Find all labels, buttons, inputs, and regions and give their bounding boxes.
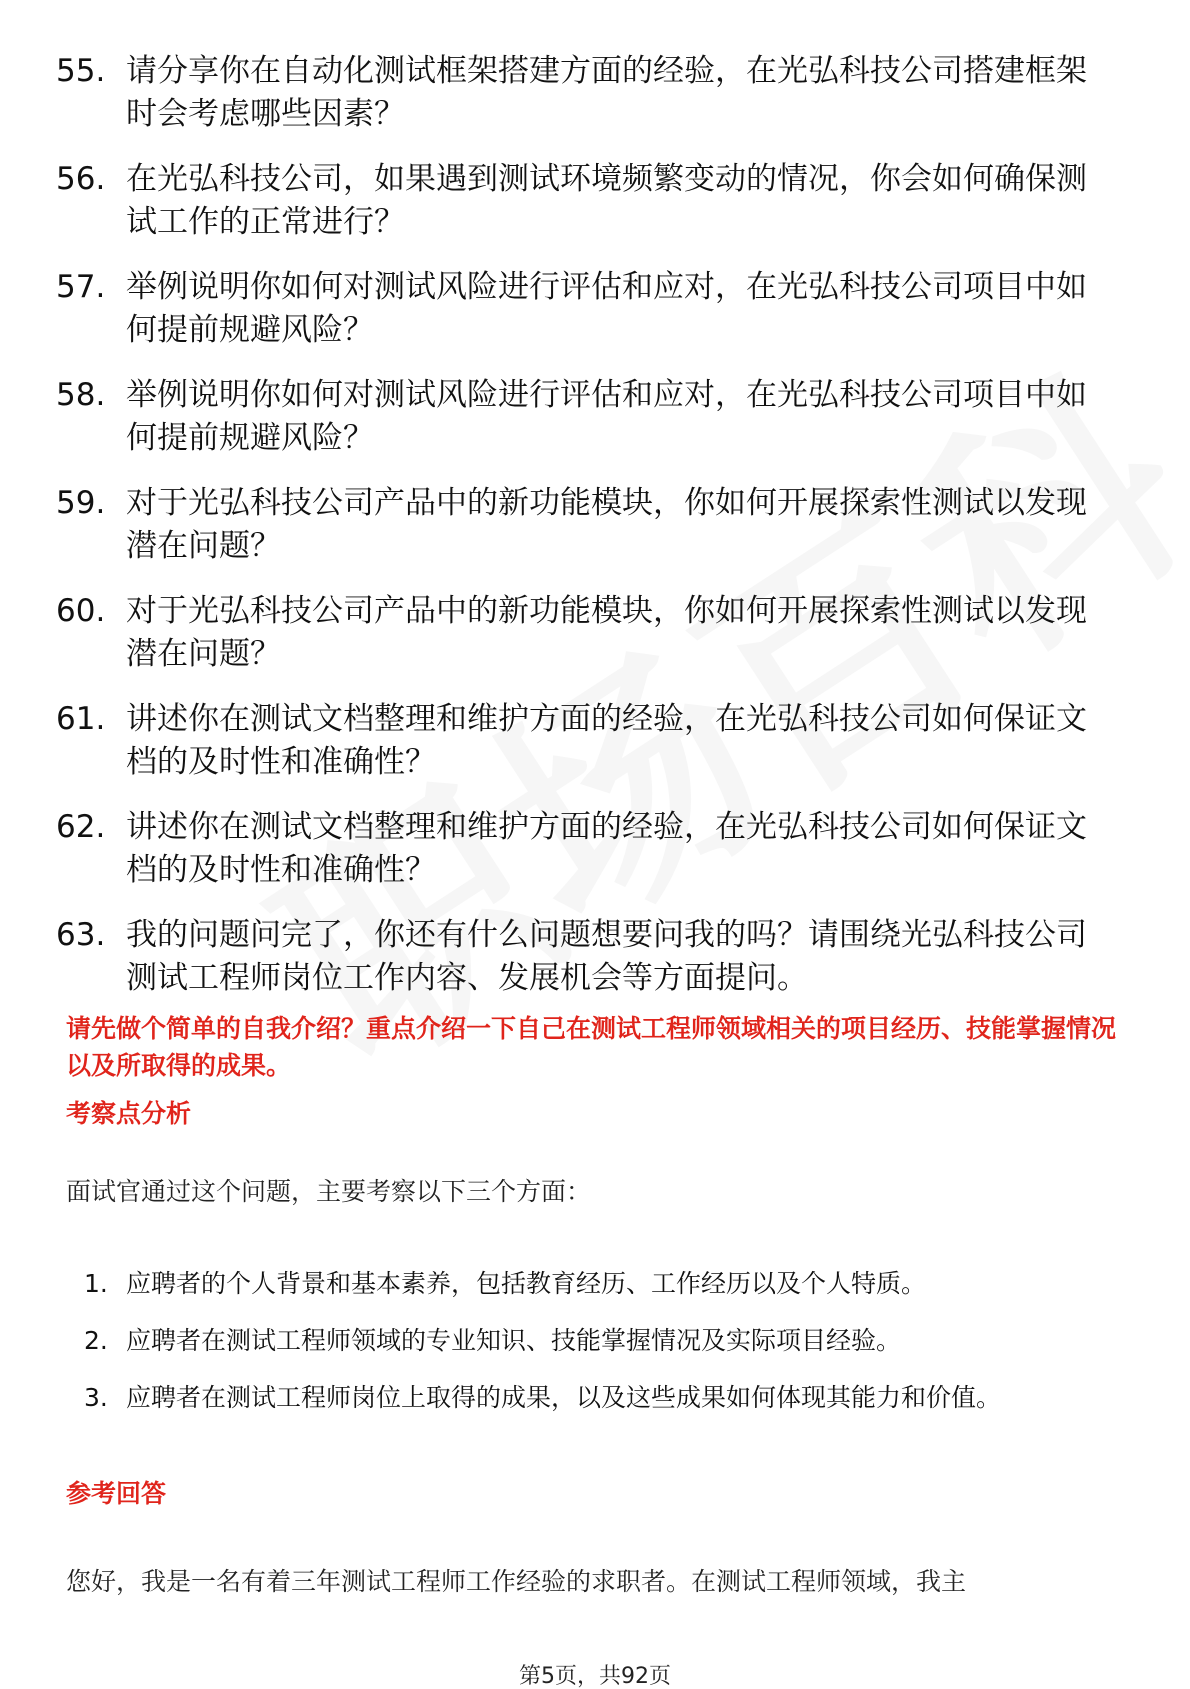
question-number: 55. [56,53,106,89]
question-text: 举例说明你如何对测试风险进行评估和应对，在光弘科技公司项目中如何提前规避风险？ [126,269,1087,348]
question-number: 63. [56,917,106,953]
question-text: 对于光弘科技公司产品中的新功能模块，你如何开展探索性测试以发现潜在问题？ [126,485,1087,564]
question-text: 讲述你在测试文档整理和维护方面的经验，在光弘科技公司如何保证文档的及时性和准确性？ [126,809,1087,888]
point-text: 应聘者在测试工程师领域的专业知识、技能掌握情况及实际项目经验。 [126,1326,902,1355]
question-text: 在光弘科技公司，如果遇到测试环境频繁变动的情况，你会如何确保测试工作的正常进行？ [126,161,1087,240]
list-item [56,698,1116,784]
point-number: 3. [84,1383,108,1412]
analysis-points [84,1255,1104,1426]
list-item [56,266,1116,352]
point-number: 2. [84,1326,108,1355]
point-text: 应聘者的个人背景和基本素养，包括教育经历、工作经历以及个人特质。 [126,1269,927,1298]
question-text: 请分享你在自动化测试框架搭建方面的经验，在光弘科技公司搭建框架时会考虑哪些因素？ [126,53,1087,132]
list-item [56,590,1116,676]
list-item [56,806,1116,892]
answer-text: 您好，我是一名有着三年测试工程师工作经验的求职者。在测试工程师领域，我主 [66,1567,967,1596]
question-number: 59. [56,485,106,521]
question-text: 讲述你在测试文档整理和维护方面的经验，在光弘科技公司如何保证文档的及时性和准确性？ [126,701,1087,780]
question-text: 对于光弘科技公司产品中的新功能模块，你如何开展探索性测试以发现潜在问题？ [126,593,1087,672]
analysis-heading: 考察点分析 [66,1099,192,1128]
question-text: 举例说明你如何对测试风险进行评估和应对，在光弘科技公司项目中如何提前规避风险？ [126,377,1087,456]
list-item [56,482,1116,568]
point-text: 应聘者在测试工程师岗位上取得的成果，以及这些成果如何体现其能力和价值。 [126,1383,1002,1412]
list-item [56,50,1116,136]
list-item [84,1369,1104,1426]
answer-heading: 参考回答 [66,1479,167,1508]
question-text: 我的问题问完了，你还有什么问题想要问我的吗？请围绕光弘科技公司测试工程师岗位工作内容、发展机会等方面提问。 [126,917,1087,996]
list-item [56,914,1116,1000]
point-number: 1. [84,1269,108,1298]
analysis-intro: 面试官通过这个问题，主要考察以下三个方面： [66,1177,592,1206]
question-number: 58. [56,377,106,413]
question-number: 57. [56,269,106,305]
question-number: 60. [56,593,106,629]
list-item [56,374,1116,460]
question-number: 62. [56,809,106,845]
page-footer: 第5页，共92页 [519,1664,671,1689]
question-list [56,50,1116,1022]
question-number: 56. [56,161,106,197]
list-item [84,1312,1104,1369]
featured-question: 请先做个简单的自我介绍？重点介绍一下自己在测试工程师领域相关的项目经历、技能掌握情况以及所取得的成果。 [66,1014,1117,1080]
question-number: 61. [56,701,106,737]
list-item [84,1255,1104,1312]
list-item [56,158,1116,244]
